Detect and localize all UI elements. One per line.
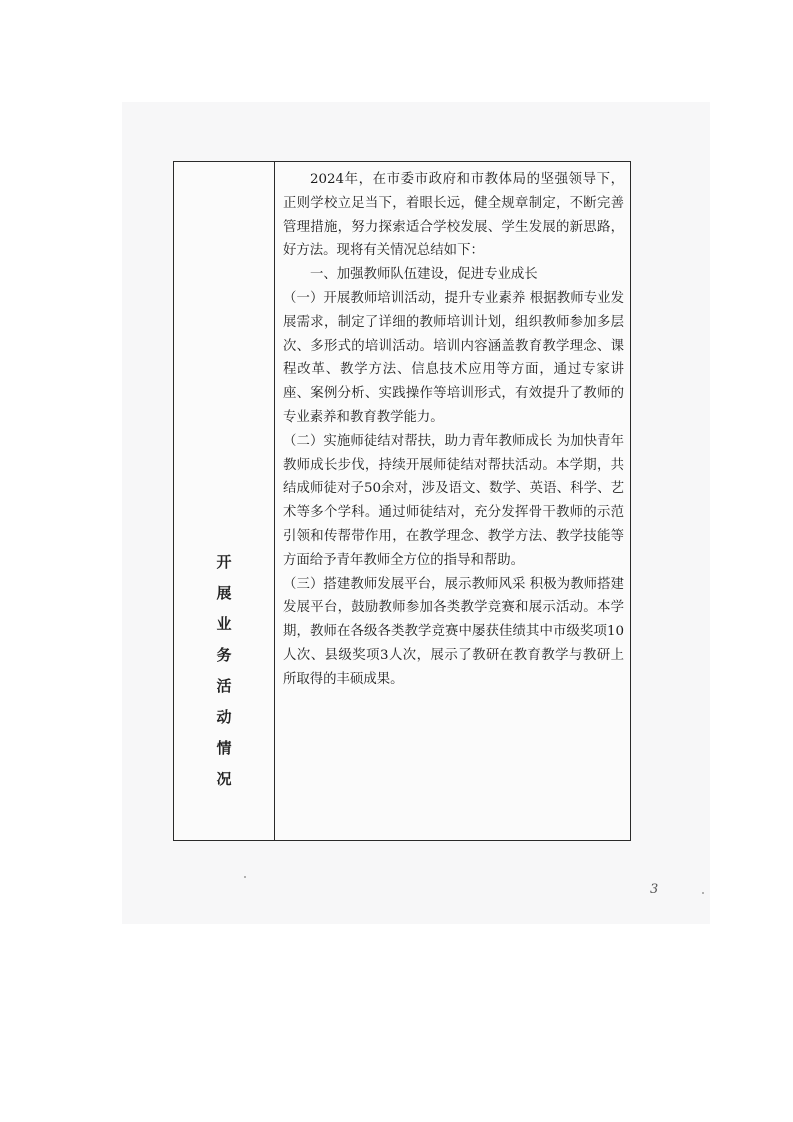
section-heading: 一、加强教师队伍建设，促进专业成长 [310, 267, 538, 283]
activity-record-table [173, 161, 631, 841]
scan-speck [244, 876, 246, 878]
intro-paragraph: 2024年，在市委市政府和市教体局的坚强领导下，正则学校立足当下，着眼长远，健全规章制定，不断完善管理措施，努力探索适合学校发展、学生发展的新思路，好方法。现将有关情况总结如下： [283, 172, 624, 259]
scan-speck [702, 892, 704, 894]
handwritten-page-number: 3 [650, 882, 659, 897]
item-paragraph-1: （一）开展教师培训活动，提升专业素养 根据教师专业发展需求，制定了详细的教师培训计划，组织教师参加多层次、多形式的培训活动。培训内容涵盖教育教学理念、课程改革、教学方法、信息技术应用等方面，通过专家讲座、案例分析、实践操作等培训形式，有效提升了教师的专业素养和教育教学能力。 [283, 290, 624, 425]
row-label: 开 展 业 务 活 动 情 况 [216, 553, 232, 788]
item-paragraph-3: （三）搭建教师发展平台，展示教师风采 积极为教师搭建发展平台，鼓励教师参加各类教学竞赛和展示活动。本学期，教师在各级各类教学竞赛中屡获佳绩其中市级奖项10人次、县级奖项3人次，展示了教研在教育教学与教研上所取得的丰硕成果。 [283, 576, 624, 687]
item-paragraph-2: （二）实施师徒结对帮扶，助力青年教师成长 为加快青年教师成长步伐，持续开展师徒结对帮扶活动。本学期，共结成师徒对子50余对，涉及语文、数学、英语、科学、艺术等多个学科。通过师徒结对，充分发挥骨干教师的示范引领和传帮带作用，在教学理念、教学方法、教学技能等方面给予青年教师全方位的指导和帮助。 [283, 433, 624, 568]
row-label-cell [174, 162, 275, 840]
content-cell [275, 162, 630, 840]
